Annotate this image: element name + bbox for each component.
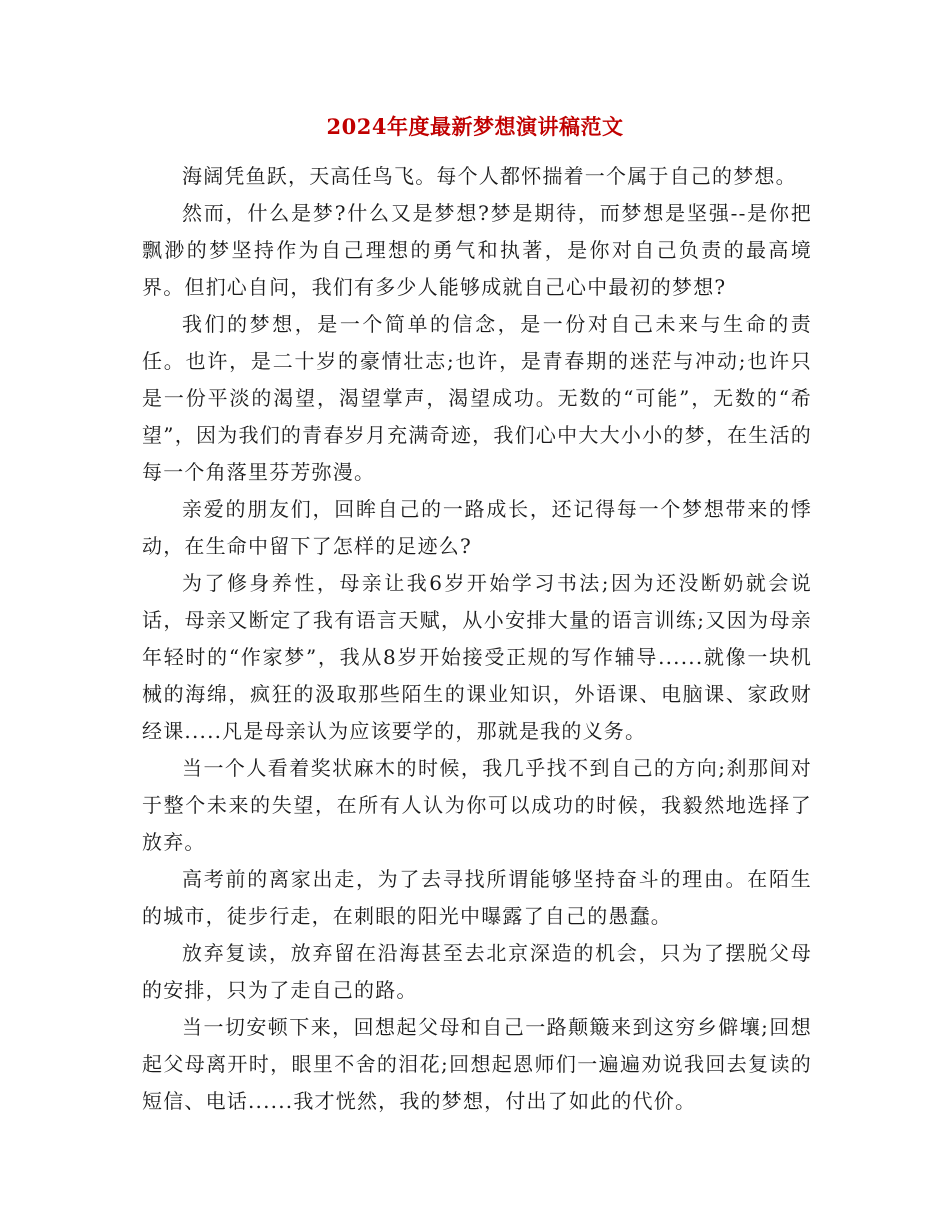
paragraph: 为了修身养性，母亲让我6岁开始学习书法;因为还没断奶就会说话，母亲又断定了我有语言天赋，从小安排大量的语言训练;又因为母亲年轻时的“作家梦”，我从8岁开始接受正规的写作辅导......就像一块机械的海绵，疯狂的汲取那些陌生的课业知识，外语课、电脑课、家政财经课.....凡是母亲认为应该要学的，那就是我的义务。 bbox=[142, 571, 812, 743]
paragraph: 放弃复读，放弃留在沿海甚至去北京深造的机会，只为了摆脱父母的安排，只为了走自己的路。 bbox=[142, 941, 812, 1002]
paragraph: 亲爱的朋友们，回眸自己的一路成长，还记得每一个梦想带来的悸动，在生命中留下了怎样的足迹么? bbox=[142, 497, 812, 558]
document-title: 2024年度最新梦想演讲稿范文 bbox=[326, 114, 624, 139]
paragraph: 海阔凭鱼跃，天高任鸟飞。每个人都怀揣着一个属于自己的梦想。 bbox=[182, 164, 797, 188]
paragraph: 高考前的离家出走，为了去寻找所谓能够坚持奋斗的理由。在陌生的城市，徒步行走，在刺眼的阳光中曝露了自己的愚蠢。 bbox=[142, 867, 812, 928]
paragraph: 当一切安顿下来，回想起父母和自己一路颠簸来到这穷乡僻壤;回想起父母离开时，眼里不舍的泪花;回想起恩师们一遍遍劝说我回去复读的短信、电话......我才恍然，我的梦想，付出了如此的代价。 bbox=[142, 1015, 812, 1113]
paragraph: 我们的梦想，是一个简单的信念，是一份对自己未来与生命的责任。也许，是二十岁的豪情壮志;也许，是青春期的迷茫与冲动;也许只是一份平淡的渴望，渴望掌声，渴望成功。无数的“可能”，无数的“希望”，因为我们的青春岁月充满奇迹，我们心中大大小小的梦，在生活的每一个角落里芬芳弥漫。 bbox=[142, 312, 812, 484]
document-body bbox=[142, 158, 812, 1120]
paragraph: 当一个人看着奖状麻木的时候，我几乎找不到自己的方向;刹那间对于整个未来的失望，在所有人认为你可以成功的时候，我毅然地选择了放弃。 bbox=[142, 756, 812, 854]
paragraph: 然而，什么是梦?什么又是梦想?梦是期待，而梦想是坚强--是你把飘渺的梦坚持作为自己理想的勇气和执著，是你对自己负责的最高境界。但扪心自问，我们有多少人能够成就自己心中最初的梦想? bbox=[142, 201, 812, 299]
